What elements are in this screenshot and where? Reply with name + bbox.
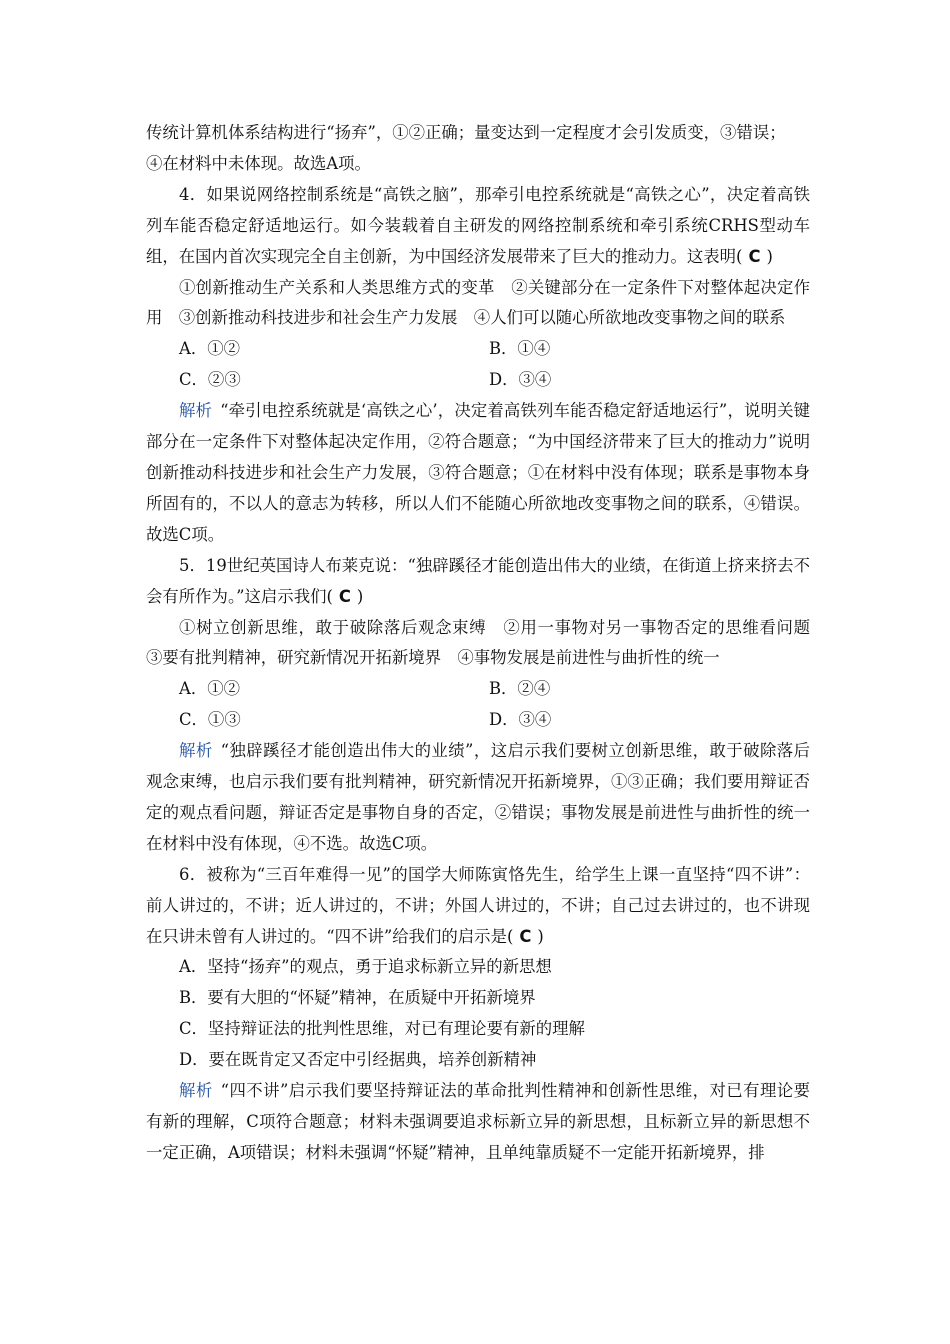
option-b: B．②④	[489, 679, 551, 699]
question-4-statements: ①创新推动生产关系和人类思维方式的变革 ②关键部分在一定条件下对整体起决定作用 ③创新推动科技进步和社会生产力发展 ④人们可以随心所欲地改变事物之间的联系	[146, 277, 810, 328]
option-c: C．②③	[179, 370, 241, 390]
question-5-stem	[146, 551, 810, 613]
explanation-text: “牵引电控系统就是‘高铁之心’，决定着高铁列车能否稳定舒适地运行”，说明关键部分在一定条件下对整体起决定作用，②符合题意；“为中国经济带来了巨大的推动力”说明创新推动科技进步和社会生产力发展，③符合题意；①在材料中没有体现；联系是事物本身所固有的，不以人的意志为转移，所以人们不能随心所欲地改变事物之间的联系，④错误。故选C项。	[146, 401, 810, 544]
option-c: C．①③	[179, 710, 241, 730]
question-5-options-row	[146, 705, 810, 736]
stem-close: )	[537, 926, 544, 946]
explanation-text: “独辟蹊径才能创造出伟大的业绩”，这启示我们要树立创新思维，敢于破除落后观念束缚，也启示我们要有批判精神，研究新情况开拓新境界，①③正确；我们要用辩证否定的观点看问题，辩证否定是事物自身的否定，②错误；事物发展是前进性与曲折性的统一在材料中没有体现，④不选。故选C项。	[146, 741, 810, 853]
question-stem-text: 6．被称为“三百年难得一见”的国学大师陈寅恪先生，给学生上课一直坚持“四不讲”：前人讲过的，不讲；近人讲过的，不讲；外国人讲过的，不讲；自己过去讲过的，也不讲现在只讲未曾有人讲过的。“四不讲”给我们的启示是(	[146, 864, 810, 946]
question-stem-text: 4．如果说网络控制系统是“高铁之脑”，那牵引电控系统就是“高铁之心”，决定着高铁列车能否稳定舒适地运行。如今装载着自主研发的网络控制系统和牵引系统CRHS型动车组，在国内首次实现完全自主创新，为中国经济发展带来了巨大的推动力。这表明(	[146, 184, 810, 266]
option-d: D．要在既肯定又否定中引经据典，培养创新精神	[179, 1050, 537, 1070]
question-4-stem	[146, 180, 810, 273]
answer-mark: C	[519, 926, 532, 946]
option-a: A．坚持“扬弃”的观点，勇于追求标新立异的新思想	[179, 957, 552, 977]
explanation-text: “四不讲”启示我们要坚持辩证法的革命批判性精神和创新性思维，对已有理论要有新的理解，C项符合题意；材料未强调要追求标新立异的新思想，且标新立异的新思想不一定正确，A项错误；材料未强调“怀疑”精神，且单纯靠质疑不一定能开拓新境界，排	[146, 1081, 810, 1162]
stem-close: )	[356, 586, 364, 606]
option-d: D．③④	[489, 710, 552, 730]
option-a: A．①②	[179, 339, 241, 359]
explanation-label: 解析	[179, 1081, 213, 1101]
question-stem-text: 5．19世纪英国诗人布莱克说：“独辟蹊径才能创造出伟大的业绩，在街道上挤来挤去不会有所作为。”这启示我们(	[146, 555, 810, 606]
question-4-explanation	[146, 396, 810, 551]
option-a: A．①②	[179, 679, 241, 699]
answer-mark: C	[338, 586, 351, 606]
question-6-explanation	[146, 1076, 810, 1169]
option-b: B．①④	[489, 339, 551, 359]
question-6-stem	[146, 860, 810, 953]
option-c: C．坚持辩证法的批判性思维，对已有理论要有新的理解	[179, 1019, 585, 1039]
question-5-statements: ①树立创新思维，敢于破除落后观念束缚 ②用一事物对另一事物否定的思维看问题 ③要有批判精神，研究新情况开拓新境界 ④事物发展是前进性与曲折性的统一	[146, 617, 827, 668]
question-5-options-row	[146, 674, 810, 705]
document-page	[146, 118, 827, 1169]
question-5-explanation	[146, 736, 810, 860]
stem-close: )	[766, 246, 773, 266]
prev-explanation-line: 传统计算机体系结构进行“扬弃”，①②正确；量变达到一定程度才会引发质变，③错误；	[146, 123, 786, 142]
question-4-options-row	[146, 334, 810, 365]
explanation-label: 解析	[179, 741, 213, 761]
question-4-options-row	[146, 365, 810, 396]
prev-explanation-line: ④在材料中未体现。故选A项。	[146, 153, 371, 173]
explanation-label: 解析	[179, 401, 213, 421]
option-d: D．③④	[489, 370, 552, 390]
option-b: B．要有大胆的“怀疑”精神，在质疑中开拓新境界	[179, 988, 536, 1008]
answer-mark: C	[748, 246, 761, 266]
